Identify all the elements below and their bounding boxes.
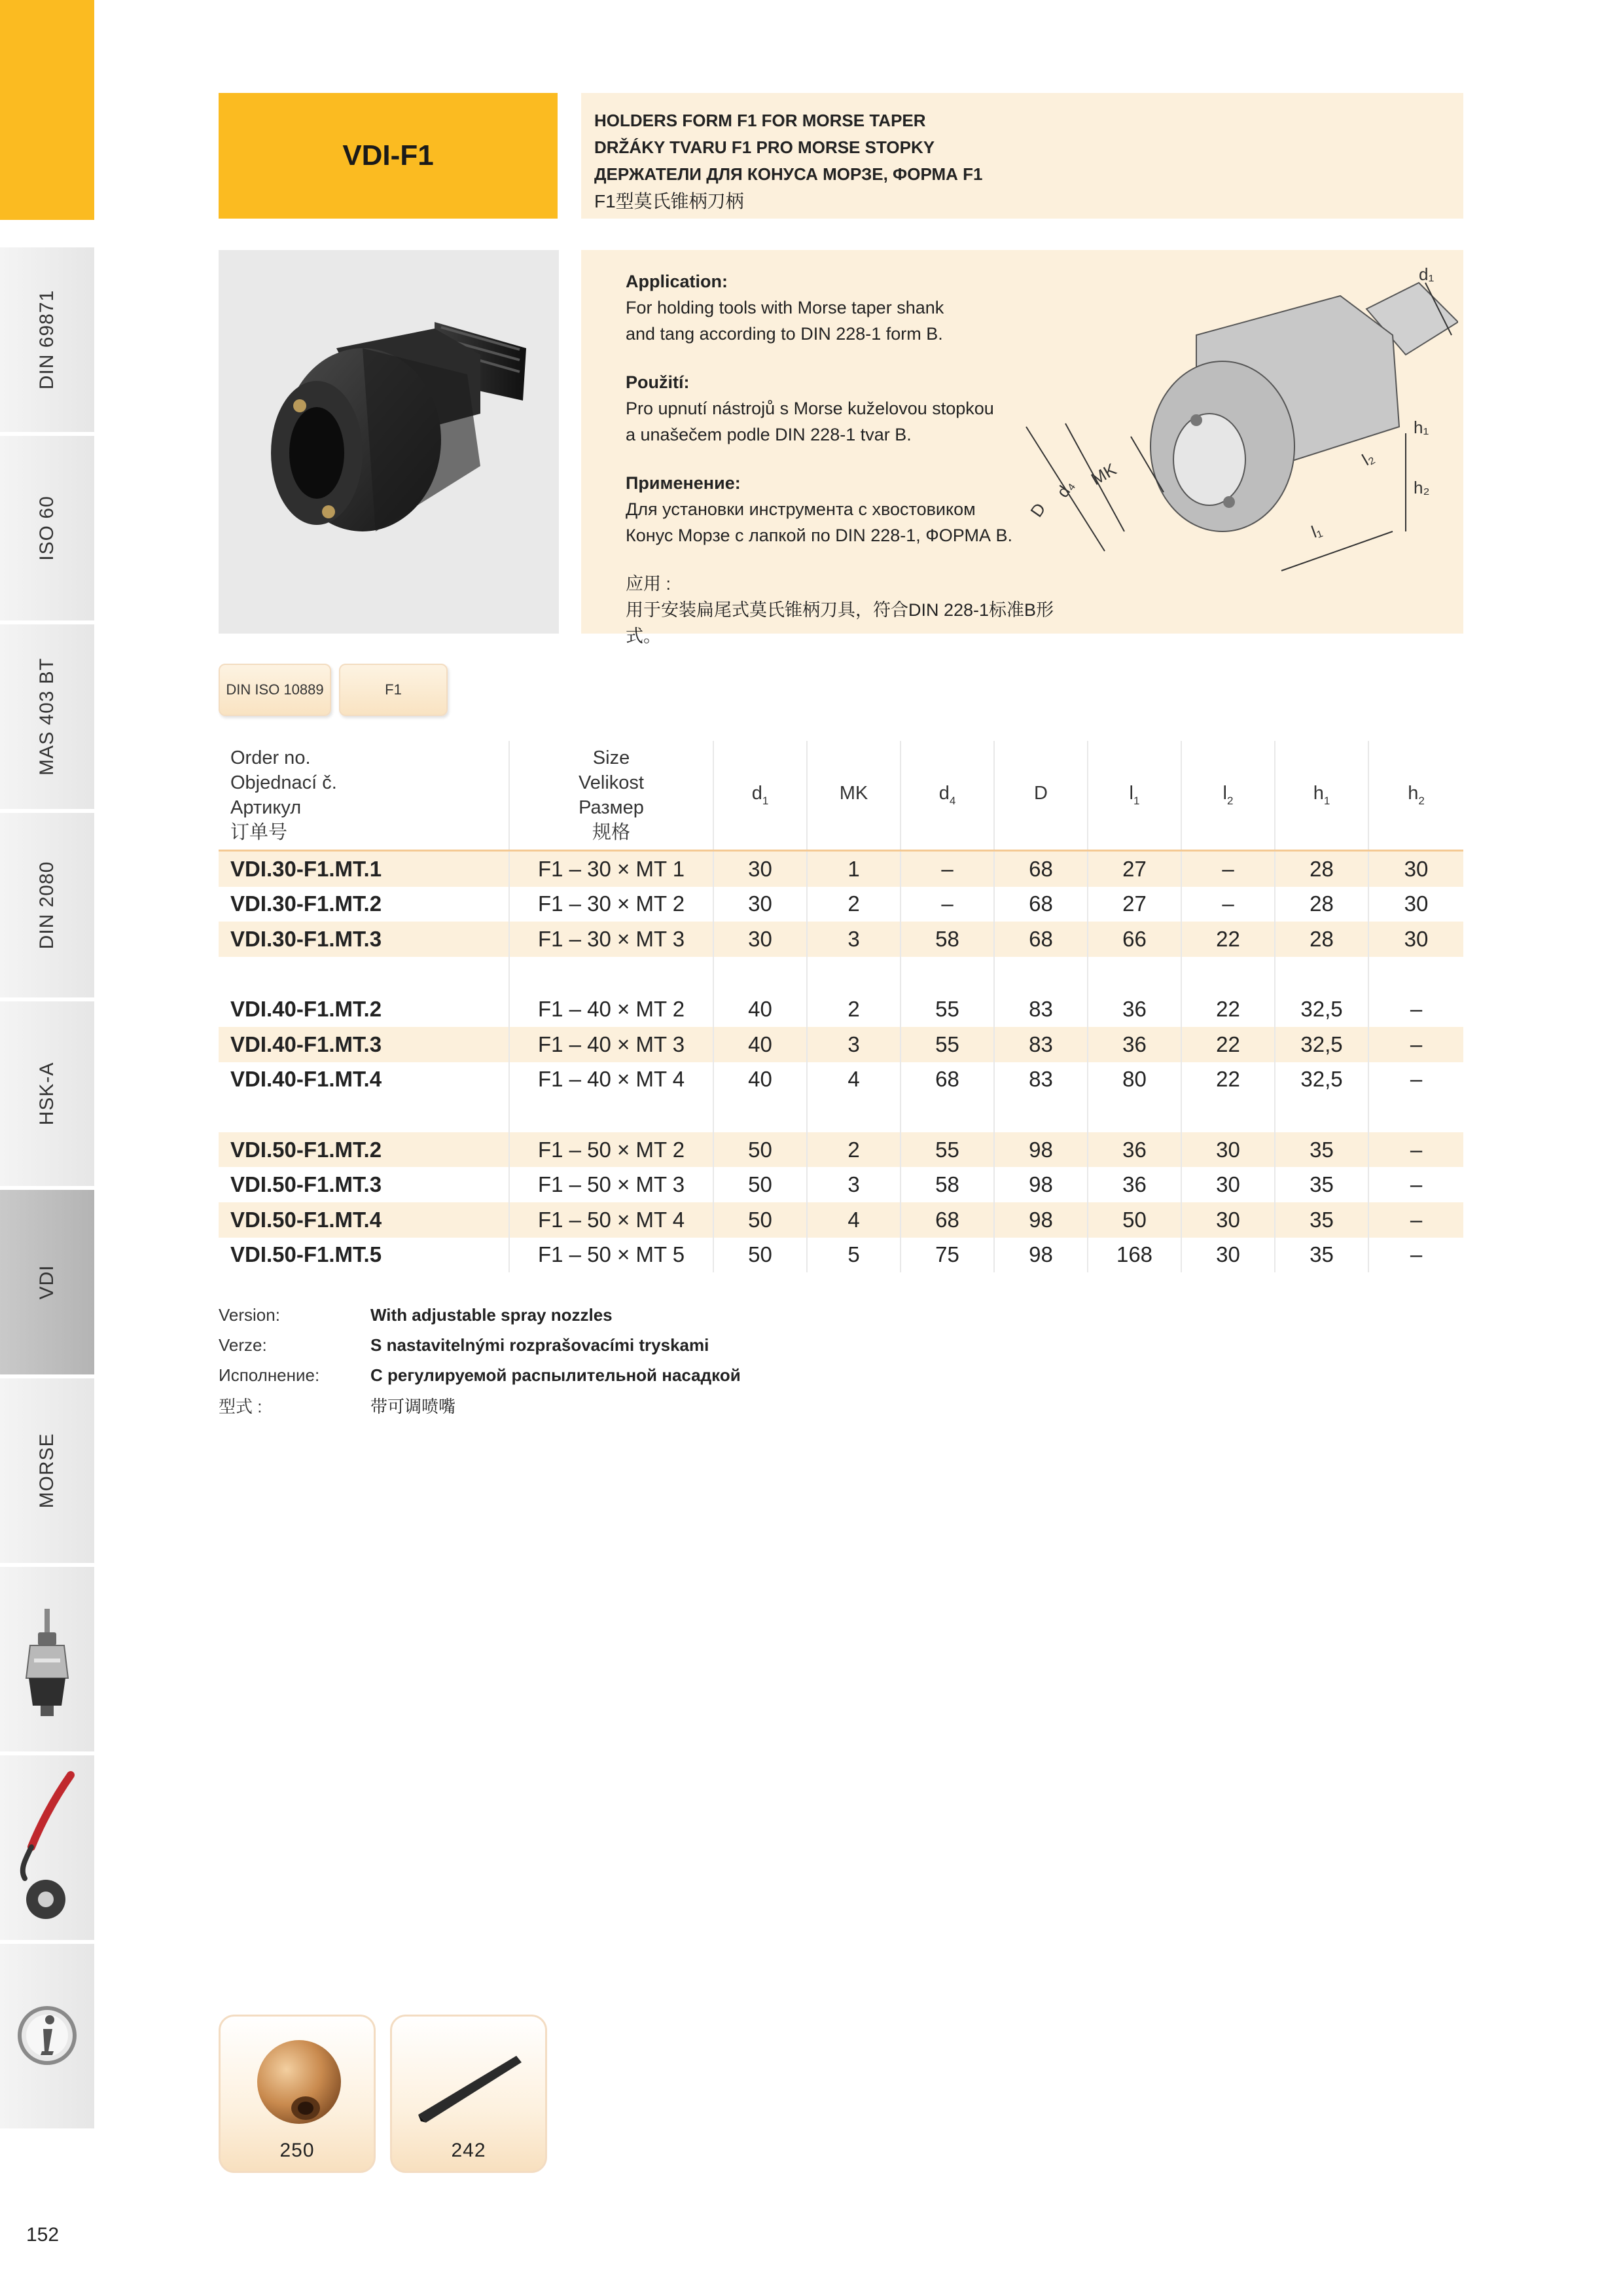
table-cell: 27	[1088, 851, 1181, 887]
table-row	[219, 992, 1463, 1027]
table-cell	[713, 1097, 807, 1132]
dim-l2: l₂	[1359, 447, 1378, 470]
application-text-en-2: and tang according to DIN 228-1 form B.	[626, 324, 943, 344]
table-cell	[219, 957, 509, 992]
size-cell: F1 – 40 × MT 2	[509, 992, 713, 1027]
table-cell: 4	[807, 1062, 901, 1098]
table-cell: 22	[1181, 1062, 1275, 1098]
col-header-l2	[1181, 741, 1275, 851]
sidebar-tab-morse[interactable]	[0, 1374, 94, 1563]
table-cell: 40	[713, 992, 807, 1027]
spec-table-body	[219, 851, 1463, 1273]
table-cell: –	[1181, 851, 1275, 887]
table-cell: 75	[901, 1238, 994, 1273]
table-cell	[901, 957, 994, 992]
table-cell: 68	[901, 1062, 994, 1098]
technical-drawing	[1000, 257, 1458, 623]
table-cell: 32,5	[1275, 992, 1368, 1027]
subtitle-ru: ДЕРЖАТЕЛИ ДЛЯ КОНУСА МОРЗЕ, ФОРМА F1	[594, 164, 983, 184]
table-cell: 35	[1275, 1132, 1368, 1168]
sidebar-tab-label: DIN 2080	[36, 861, 58, 950]
table-cell: 22	[1181, 1027, 1275, 1062]
sidebar-tab-mas-403-bt[interactable]	[0, 620, 94, 809]
spec-table	[219, 741, 1463, 1272]
dim-d1: d₁	[1419, 264, 1435, 284]
accessory-page-ref: 242	[451, 2140, 486, 2161]
table-cell: 30	[1181, 1238, 1275, 1273]
order-number-cell: VDI.40-F1.MT.3	[219, 1027, 509, 1062]
table-cell: 22	[1181, 922, 1275, 957]
order-number-cell: VDI.50-F1.MT.2	[219, 1132, 509, 1168]
table-cell: 30	[1181, 1202, 1275, 1238]
dim-l1: l₁	[1308, 520, 1325, 542]
size-cell: F1 – 50 × MT 3	[509, 1167, 713, 1202]
application-heading-cn: 应用 :	[626, 574, 671, 594]
table-cell: 5	[807, 1238, 901, 1273]
table-cell: 35	[1275, 1167, 1368, 1202]
spray-nozzle-ball-icon	[221, 2017, 378, 2147]
col-header-h1	[1275, 741, 1368, 851]
sidebar-tab-label: MORSE	[36, 1433, 58, 1509]
header-line: Размер	[579, 797, 644, 818]
table-row	[219, 1132, 1463, 1168]
accessory-page-ref: 250	[279, 2140, 315, 2161]
table-cell: –	[1368, 1027, 1463, 1062]
size-cell: F1 – 40 × MT 4	[509, 1062, 713, 1098]
accessory-tile-spray-nozzle[interactable]	[219, 2015, 376, 2173]
order-number-cell: VDI.40-F1.MT.4	[230, 1067, 382, 1092]
table-row	[219, 887, 1463, 922]
table-cell: 68	[994, 851, 1088, 887]
table-cell: 50	[713, 1167, 807, 1202]
sidebar-tab-din-69871[interactable]	[0, 243, 94, 432]
table-cell: –	[1368, 1238, 1463, 1273]
size-cell: F1 – 50 × MT 2	[509, 1132, 713, 1168]
dim-MK: MK	[1088, 459, 1120, 490]
header-subscript: 4	[949, 795, 956, 807]
version-value: S nastavitelnými rozprašovacími tryskami	[370, 1335, 709, 1355]
application-text-en-1: For holding tools with Morse taper shank	[626, 298, 944, 317]
table-spacer-row	[219, 957, 1463, 992]
size-cell: F1 – 30 × MT 3	[509, 922, 713, 957]
table-cell: 30	[1368, 922, 1463, 957]
dim-d4: d₄	[1052, 476, 1079, 501]
header-symbol: l	[1129, 783, 1133, 804]
table-cell: 35	[1275, 1238, 1368, 1273]
table-cell: 83	[994, 1027, 1088, 1062]
table-cell: –	[901, 851, 994, 887]
table-row	[219, 1027, 1463, 1062]
subtitle-cz: DRŽÁKY TVARU F1 PRO MORSE STOPKY	[594, 137, 935, 157]
header-symbol: d	[938, 783, 950, 804]
table-cell: 3	[807, 1027, 901, 1062]
table-cell: 28	[1275, 851, 1368, 887]
table-cell: 83	[994, 1062, 1088, 1098]
table-cell: 30	[713, 887, 807, 922]
size-cell: F1 – 50 × MT 5	[509, 1238, 713, 1273]
table-cell: 30	[713, 922, 807, 957]
sidebar-tab-hsk-a[interactable]	[0, 997, 94, 1186]
table-cell: 168	[1088, 1238, 1181, 1273]
dim-h1: h₁	[1414, 418, 1429, 437]
norm-badge-form: F1	[339, 664, 448, 716]
col-header-D	[994, 741, 1088, 851]
col-header-d4	[901, 741, 994, 851]
sidebar	[0, 0, 94, 2179]
table-cell: –	[1368, 1132, 1463, 1168]
header-line: Артикул	[230, 797, 302, 818]
dim-D: D	[1026, 499, 1050, 521]
header-symbol: h	[1408, 783, 1419, 804]
table-cell	[994, 1097, 1088, 1132]
application-heading-cz: Použití:	[626, 372, 690, 392]
order-number-cell: VDI.30-F1.MT.1	[219, 851, 509, 887]
header-line: Velikost	[579, 772, 644, 793]
table-row	[219, 1238, 1463, 1273]
drill-chuck-icon	[0, 1567, 94, 1751]
version-row-en	[219, 1300, 741, 1330]
table-cell: 22	[1181, 992, 1275, 1027]
table-cell: 30	[713, 851, 807, 887]
table-cell: 98	[994, 1132, 1088, 1168]
table-cell	[807, 957, 901, 992]
table-cell	[1088, 957, 1181, 992]
table-cell: 32,5	[1275, 1062, 1368, 1098]
table-cell: 98	[994, 1202, 1088, 1238]
header-subscript: 1	[1323, 795, 1330, 807]
table-cell	[509, 957, 713, 992]
header-line: Size	[592, 747, 630, 768]
table-cell: 36	[1088, 992, 1181, 1027]
application-heading-ru: Применение:	[626, 473, 741, 493]
table-cell: 30	[1368, 887, 1463, 922]
version-row-ru	[219, 1360, 741, 1390]
table-cell: –	[1368, 1202, 1463, 1238]
table-cell: –	[1368, 992, 1463, 1027]
col-header-l1	[1088, 741, 1181, 851]
table-cell: 58	[901, 1167, 994, 1202]
table-cell: 66	[1088, 922, 1181, 957]
version-label: Version:	[219, 1304, 280, 1325]
table-cell: 50	[713, 1132, 807, 1168]
order-number-cell: VDI.40-F1.MT.2	[230, 997, 382, 1022]
version-label: Verze:	[219, 1335, 267, 1355]
table-cell: 40	[713, 1062, 807, 1098]
table-cell: 3	[807, 1167, 901, 1202]
info-icon	[0, 1944, 94, 2128]
table-cell: 4	[807, 1202, 901, 1238]
table-cell: 3	[807, 922, 901, 957]
sidebar-tab-vdi[interactable]	[0, 1186, 94, 1374]
norm-badge-din-iso: DIN ISO 10889	[219, 664, 331, 716]
page-title: VDI-F1	[219, 93, 558, 219]
sidebar-tab-label: MAS 403 BT	[36, 657, 58, 776]
table-cell	[509, 1097, 713, 1132]
table-cell: 80	[1088, 1062, 1181, 1098]
version-value: С регулируемой распылительной насадкой	[370, 1365, 741, 1385]
table-cell: 35	[1275, 1202, 1368, 1238]
hook-wrench-icon	[0, 1755, 94, 1940]
table-cell: 68	[901, 1202, 994, 1238]
order-number-cell: VDI.50-F1.MT.3	[230, 1172, 382, 1197]
sidebar-tab-info[interactable]	[0, 1940, 94, 2128]
table-cell	[807, 1097, 901, 1132]
table-cell: 36	[1088, 1132, 1181, 1168]
header-line: Objednací č.	[230, 772, 337, 793]
application-text-cz-2: a unašečem podle DIN 228-1 tvar B.	[626, 425, 912, 444]
sidebar-tab-label: DIN 69871	[36, 289, 58, 390]
version-label: 型式 :	[219, 1396, 262, 1416]
header-symbol: l	[1222, 783, 1227, 804]
table-cell: 98	[994, 1238, 1088, 1273]
table-cell: 55	[901, 1132, 994, 1168]
header-line: Order no.	[230, 747, 311, 768]
size-cell: F1 – 50 × MT 4	[509, 1202, 713, 1238]
application-text-cz-1: Pro upnutí nástrojů s Morse kuželovou stopkou	[626, 399, 994, 418]
version-row-cn	[219, 1390, 741, 1420]
table-cell: 50	[713, 1238, 807, 1273]
table-cell: –	[1181, 887, 1275, 922]
subtitle-cn: F1型莫氏锥柄刀柄	[594, 191, 744, 211]
table-cell: 50	[713, 1202, 807, 1238]
order-number-cell: VDI.30-F1.MT.2	[230, 891, 382, 916]
application-text-ru-2: Конус Морзе с лапкой по DIN 228-1, ФОРМА B.	[626, 526, 1013, 545]
table-cell: 58	[901, 922, 994, 957]
application-text-cn: 用于安装扁尾式莫氏锥柄刀具，符合DIN 228-1标准B形式。	[626, 600, 1054, 646]
order-number-cell: VDI.50-F1.MT.5	[230, 1242, 382, 1267]
version-value: 带可调喷嘴	[370, 1396, 456, 1416]
size-cell: F1 – 30 × MT 2	[509, 887, 713, 922]
table-row	[219, 1167, 1463, 1202]
table-cell: –	[1368, 1062, 1463, 1098]
header-subscript: 2	[1226, 795, 1234, 807]
table-cell	[1368, 957, 1463, 992]
version-label: Исполнение:	[219, 1365, 320, 1385]
table-cell	[1275, 957, 1368, 992]
application-panel	[581, 250, 1463, 646]
table-cell: 2	[807, 992, 901, 1027]
table-row	[219, 851, 1463, 887]
table-cell: 30	[1181, 1132, 1275, 1168]
table-row	[219, 1062, 1463, 1098]
accessory-tile-drift-key[interactable]	[390, 2015, 547, 2173]
dim-h2: h₂	[1414, 478, 1430, 497]
application-text-ru-1: Для установки инструмента с хвостовиком	[626, 499, 976, 519]
order-number-cell: VDI.50-F1.MT.4	[219, 1202, 509, 1238]
size-cell: F1 – 40 × MT 3	[509, 1027, 713, 1062]
version-row-cz	[219, 1330, 741, 1360]
header-subscript: 1	[762, 795, 769, 807]
sidebar-tab-label: VDI	[36, 1265, 58, 1300]
col-header-order	[219, 741, 509, 851]
table-cell	[219, 1097, 509, 1132]
sidebar-tab-hook-wrench[interactable]	[0, 1751, 94, 1940]
table-cell: 30	[1368, 851, 1463, 887]
table-row	[219, 1202, 1463, 1238]
header-symbol: D	[1034, 783, 1048, 804]
table-cell	[1181, 1097, 1275, 1132]
table-cell: 83	[994, 992, 1088, 1027]
table-row	[219, 922, 1463, 957]
table-cell: 98	[994, 1167, 1088, 1202]
table-cell	[994, 957, 1088, 992]
application-heading-en: Application:	[626, 272, 728, 291]
table-cell: 68	[994, 887, 1088, 922]
table-cell	[1275, 1097, 1368, 1132]
table-cell	[901, 1097, 994, 1132]
col-header-h2	[1368, 741, 1463, 851]
sidebar-tab-din-2080[interactable]	[0, 809, 94, 997]
table-cell: 1	[807, 851, 901, 887]
table-spacer-row	[219, 1097, 1463, 1132]
table-cell: –	[901, 887, 994, 922]
table-cell: 40	[713, 1027, 807, 1062]
sidebar-accent-block	[0, 0, 94, 220]
header-subscript: 1	[1133, 795, 1140, 807]
table-cell: 27	[1088, 887, 1181, 922]
sidebar-tab-drill-chuck[interactable]	[0, 1563, 94, 1751]
table-cell: 28	[1275, 922, 1368, 957]
table-cell: 2	[807, 1132, 901, 1168]
version-block	[219, 1300, 741, 1420]
table-cell: 30	[1181, 1167, 1275, 1202]
table-header-row	[219, 741, 1463, 851]
table-cell: 50	[1088, 1202, 1181, 1238]
header-line: 订单号	[230, 822, 288, 843]
table-cell: 2	[807, 887, 901, 922]
col-header-size	[509, 741, 713, 851]
page-number: 152	[26, 2224, 60, 2246]
header-symbol: MK	[839, 783, 868, 804]
order-number-cell: VDI.30-F1.MT.3	[219, 922, 509, 957]
table-cell	[713, 957, 807, 992]
table-cell: 55	[901, 992, 994, 1027]
table-cell	[1368, 1097, 1463, 1132]
table-cell: 68	[994, 922, 1088, 957]
table-cell: 55	[901, 1027, 994, 1062]
version-value: With adjustable spray nozzles	[370, 1304, 613, 1325]
col-header-mk	[807, 741, 901, 851]
drift-key-icon	[392, 2017, 549, 2147]
table-cell: 28	[1275, 887, 1368, 922]
header-line: 规格	[592, 822, 630, 843]
sidebar-tab-label: HSK-A	[36, 1062, 58, 1126]
header-subscript: 2	[1418, 795, 1425, 807]
header-symbol: h	[1313, 783, 1324, 804]
col-header-d1	[713, 741, 807, 851]
table-cell: –	[1368, 1167, 1463, 1202]
size-cell: F1 – 30 × MT 1	[509, 851, 713, 887]
sidebar-tab-label: ISO 60	[36, 495, 58, 561]
header-symbol: d	[751, 783, 762, 804]
product-photo	[219, 250, 559, 634]
table-cell: 32,5	[1275, 1027, 1368, 1062]
table-cell: 36	[1088, 1027, 1181, 1062]
table-cell	[1181, 957, 1275, 992]
subtitle-panel	[581, 93, 1463, 219]
sidebar-tab-iso-60[interactable]	[0, 432, 94, 620]
subtitle-en: HOLDERS FORM F1 FOR MORSE TAPER	[594, 111, 926, 130]
table-cell	[1088, 1097, 1181, 1132]
table-cell: 36	[1088, 1167, 1181, 1202]
